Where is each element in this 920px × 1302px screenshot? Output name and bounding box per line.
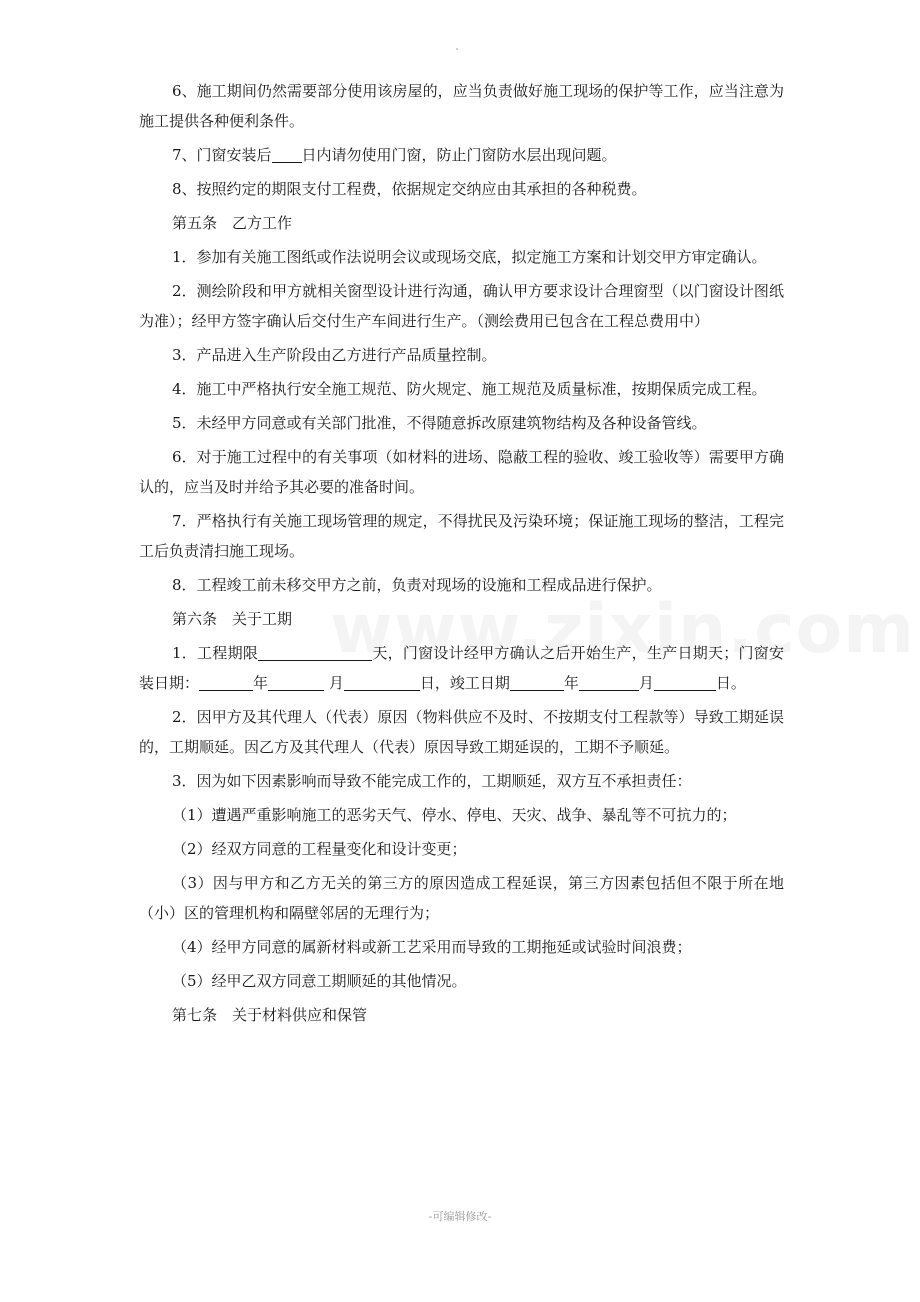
blank-finish-day [654, 673, 716, 691]
article-6-sub-5: （5）经甲乙双方同意工期顺延的其他情况。 [172, 972, 467, 990]
page-footer: -可编辑修改- [428, 1210, 492, 1223]
article-6-sub-4: （4）经甲方同意的属新材料或新工艺采用而导致的工期拖延或试验时间浪费； [172, 938, 692, 956]
blank-install-day [344, 673, 420, 691]
article-6-item-1: 1．工程期限 天，门窗设计经甲方确认之后开始生产，生产日期天；门窗安装日期： 年 月 日，竣工日期 年 月 日。 [139, 644, 784, 692]
article-6-heading: 第六条 关于工期 [172, 610, 293, 628]
article-5-item-7: 7．严格执行有关施工现场管理的规定，不得扰民及污染环境；保证施工现场的整洁，工程完工后负责清扫施工现场。 [139, 512, 784, 560]
article-6-sub-1: （1）遭遇严重影响施工的恶劣天气、停水、停电、天灾、战争、暴乱等不可抗力的； [172, 806, 737, 824]
article-6-item-3: 3．因为如下因素影响而导致不能完成工作的，工期顺延，双方互不承担责任： [172, 772, 692, 790]
blank-finish-month [579, 673, 639, 691]
article-6-item-2: 2．因甲方及其代理人（代表）原因（物料供应不及时、不按期支付工程款等）导致工期延误的，工期顺延。因乙方及其代理人（代表）原因导致工期延误的，工期不予顺延。 [139, 708, 784, 756]
blank-days [272, 145, 302, 163]
article-5-item-4: 4．施工中严格执行安全施工规范、防火规定、施工规范及质量标准，按期保质完成工程。 [172, 380, 767, 398]
paragraph-7: 7、门窗安装后 日内请勿使用门窗，防止门窗防水层出现问题。 [172, 146, 617, 164]
article-7-heading: 第七条 关于材料供应和保管 [172, 1006, 368, 1024]
article-5-heading: 第五条 乙方工作 [172, 214, 293, 232]
article-5-item-3: 3．产品进入生产阶段由乙方进行产品质量控制。 [172, 346, 497, 364]
article-6-sub-3: （3）因与甲方和乙方无关的第三方的原因造成工程延误，第三方因素包括但不限于所在地（小）区的管理机构和隔壁邻居的无理行为； [139, 874, 784, 922]
article-5-item-8: 8．工程竣工前未移交甲方之前，负责对现场的设施和工程成品进行保护。 [172, 576, 662, 594]
paragraph-8: 8、按照约定的期限支付工程费，依据规定交纳应由其承担的各种税费。 [172, 180, 647, 198]
paragraph-6: 6、施工期间仍然需要部分使用该房屋的，应当负责做好施工现场的保护等工作，应当注意为施工提供各种便利条件。 [139, 82, 784, 130]
header-dot [456, 48, 458, 50]
blank-duration [258, 643, 372, 661]
blank-finish-year [510, 673, 564, 691]
blank-install-month [268, 673, 324, 691]
document-body [139, 76, 784, 1034]
article-5-item-6: 6．对于施工过程中的有关事项（如材料的进场、隐蔽工程的验收、竣工验收等）需要甲方确认的，应当及时并给予其必要的准备时间。 [139, 448, 784, 496]
blank-install-year [199, 673, 253, 691]
article-5-item-2: 2．测绘阶段和甲方就相关窗型设计进行沟通，确认甲方要求设计合理窗型（以门窗设计图纸为准）；经甲方签字确认后交付生产车间进行生产。（测绘费用已包含在工程总费用中） [139, 282, 784, 330]
article-5-item-5: 5．未经甲方同意或有关部门批准，不得随意拆改原建筑物结构及各种设备管线。 [172, 414, 707, 432]
article-5-item-1: 1．参加有关施工图纸或作法说明会议或现场交底，拟定施工方案和计划交甲方审定确认。 [172, 248, 767, 266]
article-6-sub-2: （2）经双方同意的工程量变化和设计变更； [172, 840, 467, 858]
